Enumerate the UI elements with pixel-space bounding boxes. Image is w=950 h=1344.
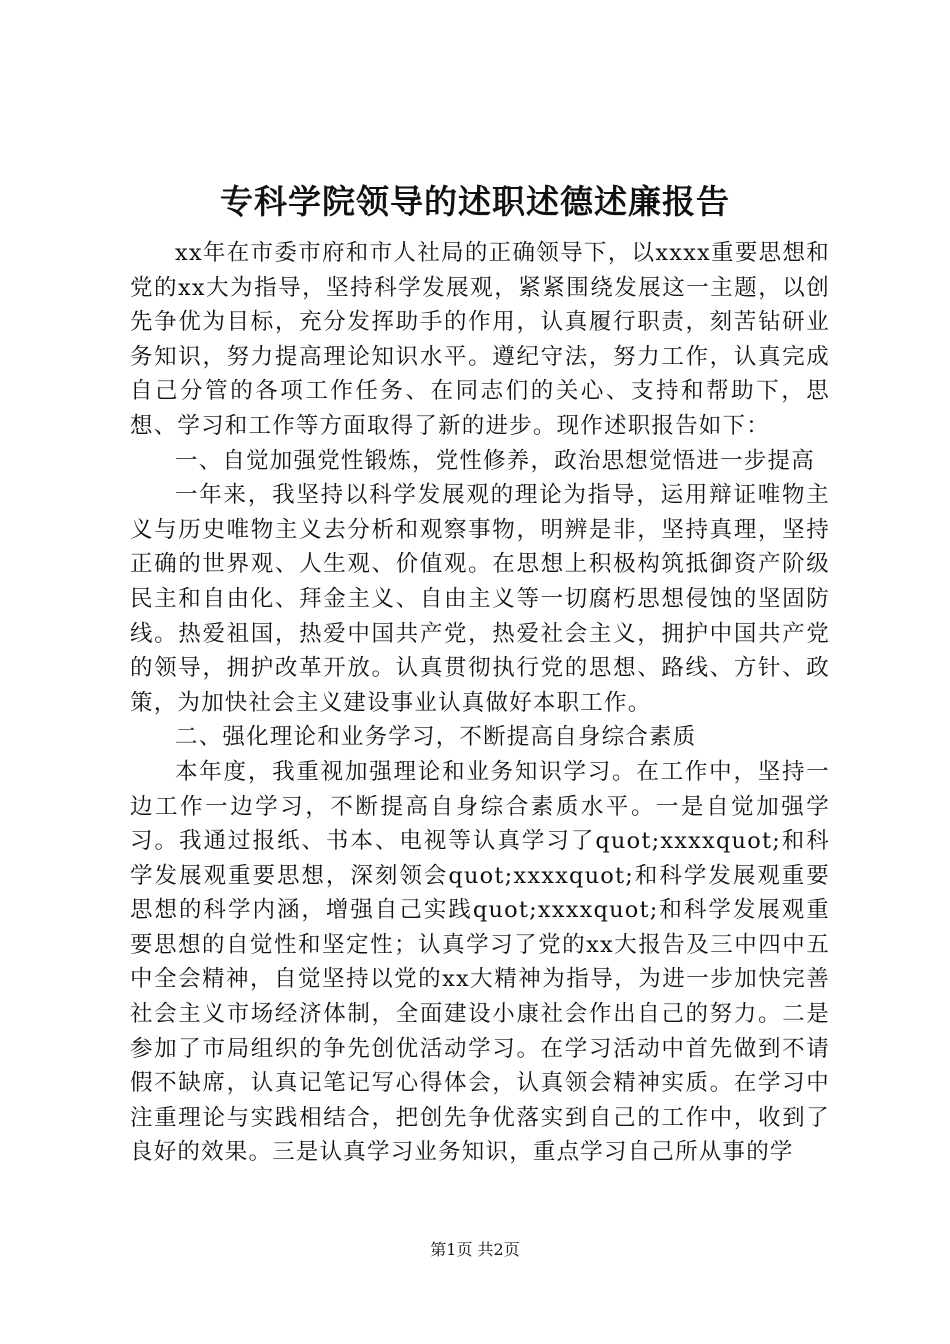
document-title: 专科学院领导的述职述德述廉报告 bbox=[220, 182, 730, 221]
section-2-paragraph: 本年度，我重视加强理论和业务知识学习。在工作中，坚持一边工作一边学习，不断提高自身综合素质水平。一是自觉加强学习。我通过报纸、书本、电视等认真学习了quot;xxxxquot;和科学发展观重要思想，深刻领会quot;xxxxquot;和科学发展观重要思想的科学内涵，增强自己实践quot;xxxxquot;和科学发展观重要思想的自觉性和坚定性；认真学习了党的xx大报告及三中四中五中全会精神，自觉坚持以党的xx大精神为指导，为进一步加快完善社会主义市场经济体制，全面建设小康社会作出自己的努力。二是参加了市局组织的争先创优活动学习。在学习活动中首先做到不请假不缺席，认真记笔记写心得体会，认真领会精神实质。在学习中注重理论与实践相结合，把创先争优落实到自己的工作中，收到了良好的效果。三是认真学习业务知识，重点学习自己所从事的学 bbox=[130, 758, 830, 1166]
section-heading-1: 一、自觉加强党性锻炼，党性修养，政治思想觉悟进一步提高 bbox=[175, 447, 815, 474]
section-heading-2: 二、强化理论和业务学习，不断提高自身综合素质 bbox=[175, 724, 697, 751]
intro-paragraph: xx年在市委市府和市人社局的正确领导下，以xxxx重要思想和党的xx大为指导，坚持科学发展观，紧紧围绕发展这一主题，以创先争优为目标，充分发挥助手的作用，认真履行职责，刻苦钻研业务知识，努力提高理论知识水平。遵纪守法，努力工作，认真完成自己分管的各项工作任务、在同志们的关心、支持和帮助下，思想、学习和工作等方面取得了新的进步。现作述职报告如下： bbox=[130, 240, 830, 439]
section-1-paragraph: 一年来，我坚持以科学发展观的理论为指导，运用辩证唯物主义与历史唯物主义去分析和观察事物，明辨是非，坚持真理，坚持正确的世界观、人生观、价值观。在思想上积极构筑抵御资产阶级民主和自由化、拜金主义、自由主义等一切腐朽思想侵蚀的坚固防线。热爱祖国，热爱中国共产党，热爱社会主义，拥护中国共产党的领导，拥护改革开放。认真贯彻执行党的思想、路线、方针、政策，为加快社会主义建设事业认真做好本职工作。 bbox=[130, 482, 830, 716]
document-body bbox=[130, 236, 830, 1170]
page-number-footer: 第1页 共2页 bbox=[430, 1240, 520, 1259]
